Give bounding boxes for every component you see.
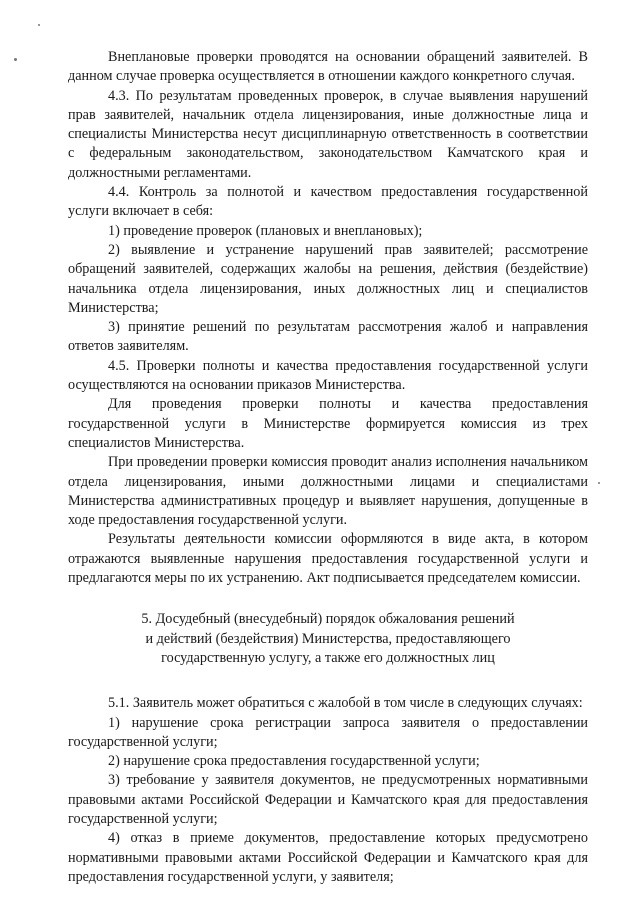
scan-speck	[598, 482, 600, 484]
paragraph-commission-formation: Для проведения проверки полноты и качества предоставления государственной услуги в Министерстве формируется комиссия из трех специалистов Министерства.	[68, 396, 588, 451]
paragraph-4-3: 4.3. По результатам проведенных проверок, в случае выявления нарушений прав заявителей, начальник отдела лицензирования, иные должностные лица и специалисты Министерства несут дисциплинарную ответственность в соответствии с федеральным законодательством, законодательством Камчатского края и должностными регламентами.	[68, 87, 588, 181]
list-item-5-1-3: 3) требование у заявителя документов, не предусмотренных нормативными правовыми актами Российской Федерации и Камчатского края для предоставления государственной услуги;	[68, 772, 588, 827]
section-heading-line-3: государственную услугу, а также его должностных лиц	[161, 649, 495, 666]
paragraph-4-4: 4.4. Контроль за полнотой и качеством предоставления государственной услуги включает в себя:	[68, 184, 588, 220]
list-item-4-4-1: 1) проведение проверок (плановых и внеплановых);	[108, 222, 423, 239]
document-body	[68, 48, 588, 887]
section-5-heading	[68, 610, 588, 668]
paragraph-commission-analysis: При проведении проверки комиссия проводит анализ исполнения начальником отдела лицензирования, иными должностными лицами и специалистами Министерства административных процедур и выявляет нарушения, допущенные в ходе предоставления государственной услуги.	[68, 454, 588, 529]
list-item-4-4-2: 2) выявление и устранение нарушений прав заявителей; рассмотрение обращений заявителей, содержащих жалобы на решения, действия (бездействие) начальника отдела лицензирования, иных должностных лиц и специалистов Министерства;	[68, 241, 588, 316]
paragraph-4-5: 4.5. Проверки полноты и качества предоставления государственной услуги осуществляются на основании приказов Министерства.	[68, 357, 588, 394]
list-item-5-1-1: 1) нарушение срока регистрации запроса заявителя о предоставлении государственной услуги;	[68, 714, 588, 750]
section-heading-line-1: 5. Досудебный (внесудебный) порядок обжалования решений	[141, 611, 515, 628]
list-item-4-4-3: 3) принятие решений по результатам рассмотрения жалоб и направления ответов заявителям.	[68, 319, 588, 355]
paragraph-5-1: 5.1. Заявитель может обратиться с жалобой в том числе в следующих случаях:	[108, 695, 583, 712]
scan-speck	[38, 24, 40, 26]
list-item-5-1-4: 4) отказ в приеме документов, предоставление которых предусмотрено нормативными правовыми актами Российской Федерации и Камчатского края для предоставления государственной услуги, у заявителя;	[68, 830, 588, 885]
paragraph-commission-results: Результаты деятельности комиссии оформляются в виде акта, в котором отражаются выявленные нарушения предоставления государственной услуги и предлагаются меры по их устранению. Акт подписывается председателем комиссии.	[68, 531, 588, 587]
section-heading-line-2: и действий (бездействия) Министерства, предоставляющего	[145, 630, 511, 647]
paragraph-unscheduled-checks: Внеплановые проверки проводятся на основании обращений заявителей. В данном случае проверка осуществляется в отношении каждого конкретного случая.	[68, 49, 588, 85]
list-item-5-1-2: 2) нарушение срока предоставления государственной услуги;	[108, 753, 480, 770]
scan-speck	[14, 58, 17, 61]
